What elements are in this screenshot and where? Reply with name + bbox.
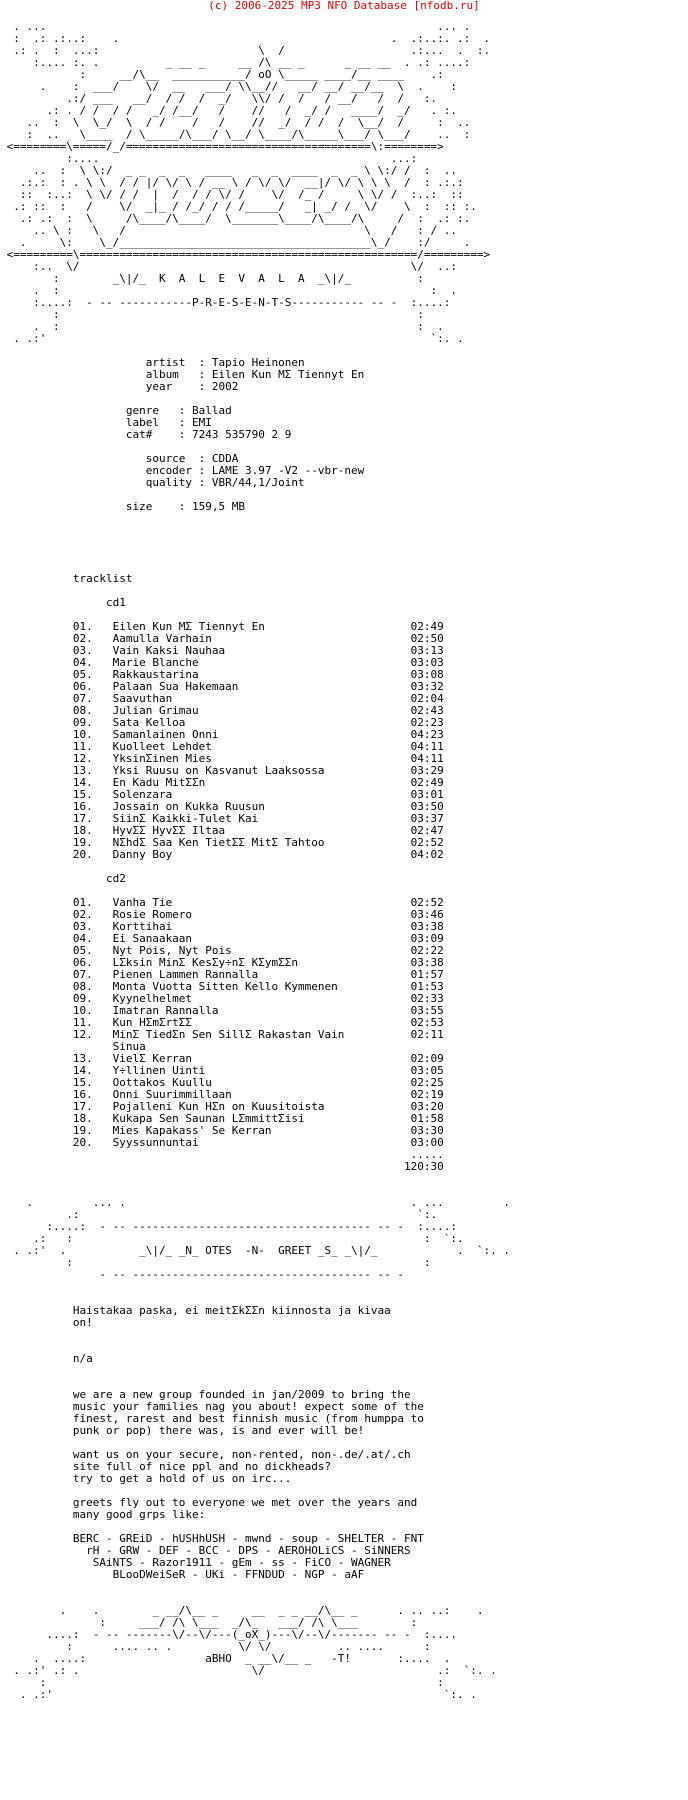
nfo-line: :: :..: \ \/ / / | / / / \/ / \/ /_ / \ \/ / :..: :: xyxy=(0,188,464,201)
nfo-line: :....: - -- -----------P-R-E-S-E-N-T-S----------- -- - :....: xyxy=(0,296,451,309)
nfo-line: cd1 xyxy=(0,596,126,609)
nfo-line: greets fly out to everyone we met over the years and xyxy=(0,1496,418,1509)
nfo-line: Sinua xyxy=(0,1040,146,1053)
nfo-line: .: : : `:. xyxy=(0,1232,464,1245)
nfo-line: 13. Yksi Ruusu on Kasvanut Laaksossa 03:29 xyxy=(0,764,444,777)
nfo-line: 07. Pienen Lammen Rannalla 01:57 xyxy=(0,968,444,981)
nfo-line: 120:30 xyxy=(0,1160,444,1173)
nfo-line: 18. HyvΣΣ HyvΣΣ Iltaa 02:47 xyxy=(0,824,444,837)
nfo-line: punk or pop) there was, is and ever will be! xyxy=(0,1424,365,1437)
nfo-line: n/a xyxy=(0,1352,93,1365)
nfo-line: music your families nag you about! expect some of the xyxy=(0,1400,424,1413)
nfo-line: 14. Y÷llinen Uinti 03:05 xyxy=(0,1064,444,1077)
nfo-line: 01. Vanha Tie 02:52 xyxy=(0,896,444,909)
nfo-line: 15. Solenzara 03:01 xyxy=(0,788,444,801)
nfo-line: : : xyxy=(0,1256,431,1269)
nfo-line: ....: - -- -------\/--\/---(_oX_)---\/--\/------- -- - :.... xyxy=(0,1628,457,1641)
nfo-line: 17. Pojalleni Kun HΣn on Kuusitoista 03:20 xyxy=(0,1100,444,1113)
nfo-line: . ....: aBHO _ __\/__ _ -T! :.... . xyxy=(0,1652,451,1665)
nfo-line: 05. Nyt Pois, Nyt Pois 02:22 xyxy=(0,944,444,957)
nfo-line: 12. MinΣ TiedΣn Sen SillΣ Rakastan Vain 02:11 xyxy=(0,1028,444,1041)
nfo-line: size : 159,5 MB xyxy=(0,500,246,513)
nfo-line: 17. SiinΣ Kaikki-Tulet Kai 03:37 xyxy=(0,812,444,825)
nfo-line: . : : . xyxy=(0,284,457,297)
nfo-line: 02. Aamulla Varhain 02:50 xyxy=(0,632,444,645)
nfo-line: 16. Jossain on Kukka Ruusun 03:50 xyxy=(0,800,444,813)
nfo-line: 04. Ei Sanaakaan 03:09 xyxy=(0,932,444,945)
nfo-line: 11. Kun HΣmΣrtΣΣ 02:53 xyxy=(0,1016,444,1029)
nfo-line: finest, rarest and best finnish music (from humppa to xyxy=(0,1412,424,1425)
nfo-line: 06. LΣksin MinΣ KesΣy÷nΣ KΣymΣΣn 03:38 xyxy=(0,956,444,969)
nfo-line: . .:' `:. . xyxy=(0,332,464,345)
nfo-line: : _\|/_ K A L E V A L A _\|/_ : xyxy=(0,272,424,285)
nfo-line: label : EMI xyxy=(0,416,212,429)
nfo-line: . .:' .: . \/ .: `:. . xyxy=(0,1664,497,1677)
nfo-line: .: :: : / \/ _|_ / /_/ / / /_____/ _| _/ / \/ \ : :: :. xyxy=(0,200,477,213)
nfo-line: quality : VBR/44,1/Joint xyxy=(0,476,305,489)
nfo-line: .. \ : \ / \ / : / .. xyxy=(0,224,457,237)
nfo-line: tracklist xyxy=(0,572,133,585)
nfo-line: BERC - GREiD - hUSHhUSH - mwnd - soup - SHELTER - FNT xyxy=(0,1532,424,1545)
nfo-line: 10. Samanlainen Onni 04:23 xyxy=(0,728,444,741)
nfo-line: year : 2002 xyxy=(0,380,239,393)
nfo-line: many good grps like: xyxy=(0,1508,206,1521)
nfo-line: 20. Danny Boy 04:02 xyxy=(0,848,444,861)
nfo-line: ..... xyxy=(0,1148,444,1161)
nfo-line: <========\=====/_/=====================================\:========> xyxy=(0,140,444,153)
nfo-line: :.... :. . _ __ _ __ /\ __ _ _ __ __ . .: ....: xyxy=(0,56,471,69)
nfo-line: encoder : LAME 3.97 -V2 --vbr-new xyxy=(0,464,365,477)
nfo-line: . : : . xyxy=(0,320,444,333)
nfo-line: . ... ... . xyxy=(0,20,471,33)
nfo-line: .: . / / / / _/ /__/ / // / _/ / ____/ _/ . :. xyxy=(0,104,457,117)
nfo-line: artist : Tapio Heinonen xyxy=(0,356,305,369)
nfo-line: on! xyxy=(0,1316,93,1329)
nfo-line: . \: \_/______________________________________\_/ :/ . xyxy=(0,236,471,249)
nfo-line: 16. Onni Suurimmillaan 02:19 xyxy=(0,1088,444,1101)
nfo-line: 14. En Kadu MitΣΣn 02:49 xyxy=(0,776,444,789)
nfo-line: want us on your secure, non-rented, non-.de/.at/.ch xyxy=(0,1448,411,1461)
nfo-line: 01. Eilen Kun MΣ Tiennyt En 02:49 xyxy=(0,620,444,633)
nfo-line: we are a new group founded in jan/2009 to bring the xyxy=(0,1388,411,1401)
nfo-line: Haistakaa paska, ei meitΣkΣΣn kiinnosta ja kivaa xyxy=(0,1304,391,1317)
nfo-line: .: .: : \ /\____/\____/ \_______\____/\____/\ / : .: :. xyxy=(0,212,471,225)
nfo-line: source : CDDA xyxy=(0,452,239,465)
nfo-line: cat# : 7243 535790 2 9 xyxy=(0,428,292,441)
nfo-line: : .: .:..: . . .:..:. .: . xyxy=(0,32,491,45)
nfo-line: : : xyxy=(0,1676,444,1689)
nfo-line: .. : \ \:/ _ _ _ _ ____ _ _ ____ _ _ \ \:/ / : .. xyxy=(0,164,457,177)
nfo-line: 11. Kuolleet Lehdet 04:11 xyxy=(0,740,444,753)
nfo-line: <=========\===================================================/=========> xyxy=(0,248,491,261)
nfo-line: 03. Korttihai 03:38 xyxy=(0,920,444,933)
nfo-line: 10. Imatran Rannalla 03:55 xyxy=(0,1004,444,1017)
nfo-line: :....: - -- ------------------------------------ -- - :....: xyxy=(0,1220,457,1233)
nfo-line: 19. NΣhdΣ Saa Ken TietΣΣ MitΣ Tahtoo 02:52 xyxy=(0,836,444,849)
nfo-line: . .:' . _\|/_ _N_ OTES -N- GREET _S_ _\|/_ . `:. . xyxy=(0,1244,510,1257)
nfo-line: .:.: : . \ \ / / |/ \/ \ / __ \ / \/ \/ __|/ \/ \ \ \ / : .:.: xyxy=(0,176,464,189)
nfo-line: 04. Marie Blanche 03:03 xyxy=(0,656,444,669)
nfo-line: . .:' `:. . xyxy=(0,1688,477,1701)
nfo-line: 09. Kyynelhelmet 02:33 xyxy=(0,992,444,1005)
nfo-line: site full of nice ppl and no dickheads? xyxy=(0,1460,332,1473)
nfo-line: 03. Vain Kaksi Nauhaa 03:13 xyxy=(0,644,444,657)
nfo-line: .. : \ \_/ \ / / / / // _/ / / / \__/ / : .. xyxy=(0,116,471,129)
nfo-line: BLooDWeiSeR - UKi - FFNDUD - NGP - aAF xyxy=(0,1568,365,1581)
nfo-line: :.. \/ \/ ..: xyxy=(0,260,457,273)
nfo-line: - -- ------------------------------------ -- - xyxy=(0,1268,404,1281)
nfo-text-body xyxy=(0,21,510,1701)
nfo-line: rH - GRW - DEF - BCC - DPS - AEROHOLiCS - SiNNERS xyxy=(0,1544,411,1557)
nfodb-copyright-header: (c) 2006-2025 MP3 NFO Database [nfodb.ru] xyxy=(208,0,480,12)
nfo-line: .:/ ___ __/ / / / _/ \\/ / / / __/ / / :. xyxy=(0,92,438,105)
nfo-line: 05. Rakkaustarina 03:08 xyxy=(0,668,444,681)
nfo-line: . . _ __/\__ _ __ _ _ __/\__ _ . .. ..: . xyxy=(0,1604,484,1617)
nfo-line: genre : Ballad xyxy=(0,404,232,417)
nfo-line: : .... .. . \/ \/ .. .... : xyxy=(0,1640,431,1653)
nfo-line: 02. Rosie Romero 03:46 xyxy=(0,908,444,921)
nfo-line: .: `:. xyxy=(0,1208,438,1221)
nfo-line: 08. Monta Vuotta Sitten Kello Kymmenen 01:53 xyxy=(0,980,444,993)
nfo-line: .: . : ...: \ / .:... . :. xyxy=(0,44,491,57)
nfo-line: 07. Saavuthan 02:04 xyxy=(0,692,444,705)
nfo-line: 19. Mies Kapakass' Se Kerran 03:30 xyxy=(0,1124,444,1137)
nfo-line: 20. Syyssunnuntai 03:00 xyxy=(0,1136,444,1149)
nfo-line: 12. YksinΣinen Mies 04:11 xyxy=(0,752,444,765)
nfo-line: 06. Palaan Sua Hakemaan 03:32 xyxy=(0,680,444,693)
nfo-line: 13. VielΣ Kerran 02:09 xyxy=(0,1052,444,1065)
nfo-line: try to get a hold of us on irc... xyxy=(0,1472,292,1485)
nfo-line: : ___/ /\ \___ _/\_ ___/ /\ \___ : xyxy=(0,1616,418,1629)
nfo-line: 15. Oottakos Kuullu 02:25 xyxy=(0,1076,444,1089)
nfo-line: cd2 xyxy=(0,872,126,885)
nfo-line: 18. Kukapa Sen Saunan LΣmmittΣisi 01:58 xyxy=(0,1112,444,1125)
nfo-line: SAiNTS - Razor1911 - gEm - ss - FiCO - WAGNER xyxy=(0,1556,391,1569)
nfo-line: 09. Sata Kelloa 02:23 xyxy=(0,716,444,729)
nfo-line: . ... . . ... . xyxy=(0,1196,510,1209)
nfo-line: : .. \____ / \_____/\___/ \__/ \____/\_____\___/ \___/ .. : xyxy=(0,128,471,141)
nfo-line: : __/\__ ___________/ oO \_____ ____/__ ____ .: xyxy=(0,68,444,81)
nfo-line: : : xyxy=(0,308,424,321)
nfo-line: :.... ...: xyxy=(0,152,418,165)
nfo-line: . : ___/ \/ __ ___/ \\__// __/ __/ __/__ \ . : xyxy=(0,80,457,93)
nfo-line: album : Eilen Kun MΣ Tiennyt En xyxy=(0,368,365,381)
nfo-line: 08. Julian Grimau 02:43 xyxy=(0,704,444,717)
